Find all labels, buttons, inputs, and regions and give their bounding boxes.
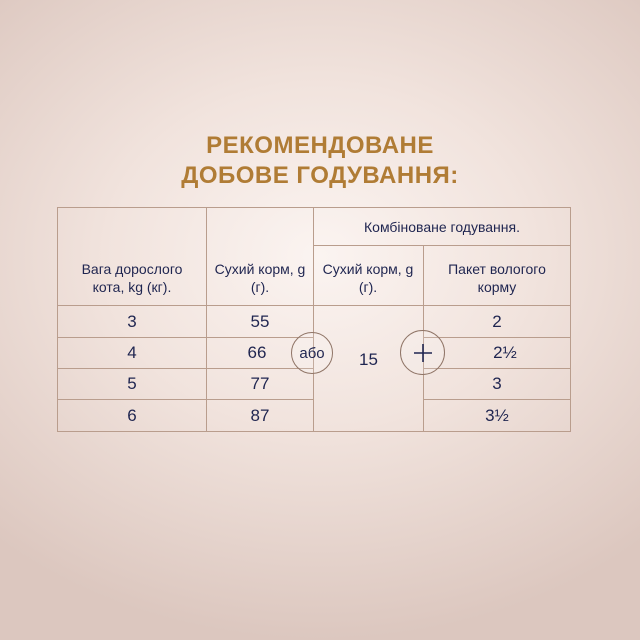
header-combined: Комбіноване годування.	[364, 218, 520, 235]
table-right-line	[570, 207, 571, 432]
header-dry: Сухий корм, g (г).	[214, 261, 306, 295]
or-badge	[291, 332, 333, 374]
plus-badge	[400, 330, 445, 375]
row-4-dry: 87	[250, 405, 270, 425]
row-2-weight: 4	[127, 343, 137, 362]
table-bottom-line	[57, 431, 571, 432]
row-1-wet: 2	[492, 311, 502, 331]
combined-divider-line	[313, 245, 571, 246]
row-1-dry: 55	[250, 311, 270, 331]
row-3-weight: 5	[127, 374, 137, 393]
row-4-wet: 3½	[485, 405, 509, 425]
combined-dry-value: 15	[359, 350, 378, 369]
plus-icon	[412, 342, 434, 364]
header-combined-wet: Пакет вологого корму	[448, 261, 546, 295]
header-weight: Вага дорослого кота, kg (кг).	[81, 261, 183, 295]
row-3-wet: 3	[492, 374, 502, 393]
row-1-weight: 3	[127, 311, 137, 331]
title-line-2: ДОБОВЕ ГОДУВАННЯ:	[181, 162, 459, 189]
or-label: або	[299, 344, 325, 362]
row-4-weight: 6	[127, 405, 137, 425]
row-2-wet: 2½	[493, 343, 517, 362]
row-2-dry: 66	[247, 343, 267, 362]
title-line-1: РЕКОМЕНДОВАНЕ	[206, 132, 434, 159]
header-combined-dry: Сухий корм, g (г).	[322, 261, 414, 295]
row-3-dry: 77	[250, 374, 270, 393]
